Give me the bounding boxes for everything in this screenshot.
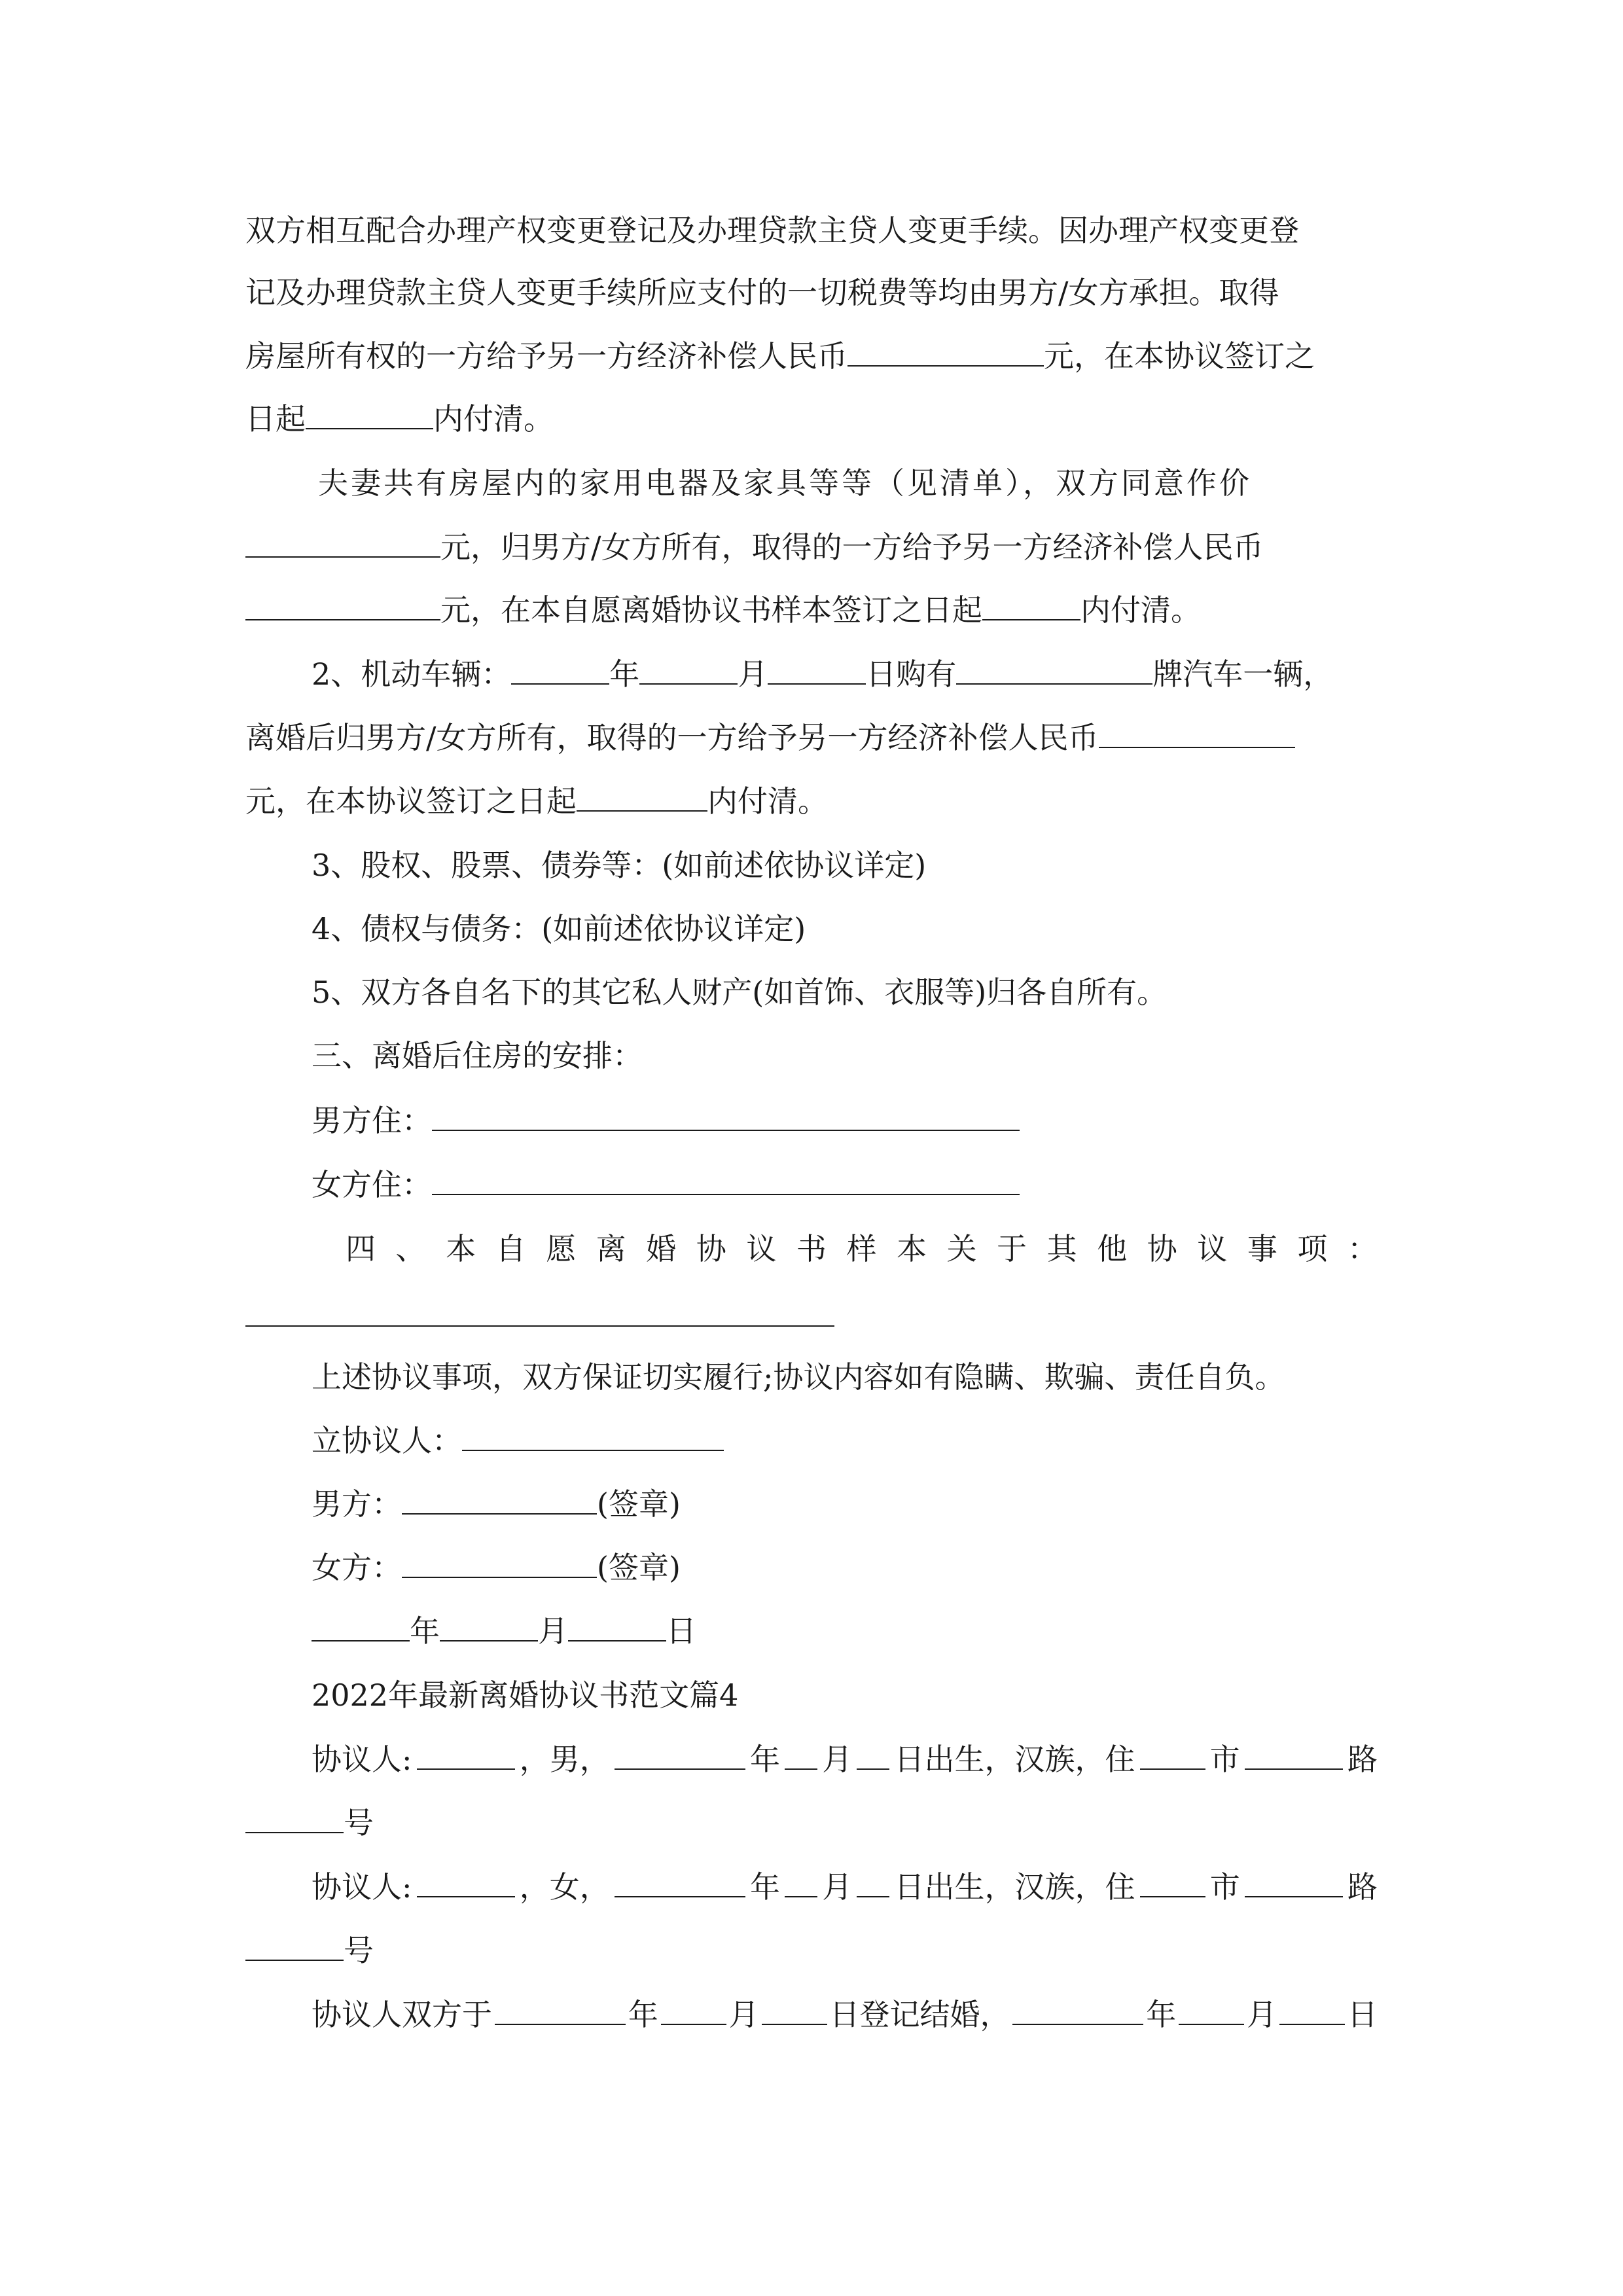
text-segment: 2、机动车辆： [312,656,512,692]
text-line: 3、股权、股票、债券等：(如前述依协议详定) [312,848,927,883]
fill-blank [432,1165,1020,1195]
text-segment: 日出生，汉族，住 [894,1869,1135,1905]
paragraph-line [312,1357,1378,1397]
date-line [312,1611,1378,1651]
fill-blank [402,1484,597,1515]
field-label: 立协议人： [312,1423,462,1458]
field-label: 女方： [312,1550,402,1585]
heading-char: 本 [446,1231,476,1266]
field-label: 男方住： [312,1103,432,1138]
heading-char: 其 [1046,1231,1077,1266]
text-segment: 号 [344,1805,374,1840]
text-segment: 月 [1247,1997,1277,2032]
heading-char: 愿 [546,1231,577,1266]
text-segment: ，男， [519,1742,610,1777]
heading-char: 协 [1147,1231,1177,1266]
fill-blank [417,1867,515,1897]
form-line [312,1101,1378,1140]
text-segment: 内付清。 [433,401,554,437]
seal-label: (签章) [597,1550,681,1585]
paragraph-line [245,273,1378,312]
text-segment: 年 [628,1997,658,2032]
text-segment: 日出生，汉族，住 [894,1742,1135,1777]
heading-char: 他 [1097,1231,1128,1266]
text-segment: ，女， [519,1869,610,1905]
text-segment: 市 [1209,1742,1240,1777]
text-segment: 内付清。 [1080,592,1201,628]
date-month: 月 [538,1613,568,1649]
heading-char: 协 [696,1231,726,1266]
text-segment: 元，在本协议签订之日起 [245,783,577,819]
fill-blank [1012,1995,1143,2025]
fill-blank [1140,1740,1205,1770]
paragraph-line [245,336,1378,376]
fill-blank [857,1740,889,1770]
fill-blank [577,781,707,812]
paragraph-line [245,528,1378,567]
text-segment: 路 [1347,1742,1378,1777]
paragraph-line [312,1995,1378,2034]
text-segment: 年 [750,1869,780,1905]
fill-blank [847,336,1044,367]
text-segment: 月 [822,1742,853,1777]
text-segment: 内付清。 [707,783,828,819]
party-line [245,1931,1378,1970]
fill-blank [982,590,1080,620]
heading-char: 、 [395,1231,426,1266]
fill-blank [440,1611,538,1641]
fill-blank [495,1995,626,2025]
heading-char: 四 [346,1231,376,1266]
text-line: 记及办理贷款主贷人变更手续所应支付的一切税费等均由男方/女方承担。取得 [245,275,1279,310]
paragraph-line [245,718,1378,757]
heading-char: 议 [746,1231,777,1266]
heading-char: 样 [846,1231,877,1266]
fill-blank [1245,1740,1343,1770]
party-line [245,1803,1378,1842]
date-day: 日 [666,1613,696,1649]
paragraph-line [245,211,1378,250]
fill-blank [568,1611,666,1641]
field-label: 男方： [312,1486,402,1522]
heading-text: 2022年最新离婚协议书范文篇4 [312,1677,739,1713]
field-label: 协议人: [312,1742,412,1777]
section-heading [346,1229,1378,1268]
text-segment: 号 [344,1933,374,1968]
heading-char: 于 [997,1231,1027,1266]
fill-blank [245,1931,344,1961]
text-line: 上述协议事项，双方保证切实履行;协议内容如有隐瞒、欺骗、责任自负。 [312,1359,1285,1395]
text-segment: 月 [738,656,768,692]
fill-blank [956,655,1152,685]
text-segment: 月 [822,1869,853,1905]
fill-blank [306,399,433,429]
text-segment: 协议人双方于 [312,1997,492,2032]
text-segment: 年 [1146,1997,1177,2032]
text-segment: 元，在本协议签订之 [1044,338,1315,374]
fill-blank [785,1867,817,1897]
fill-blank [312,1611,410,1641]
list-item [312,909,1378,948]
list-item [312,846,1378,885]
text-segment: 月 [728,1997,759,2032]
fill-blank [245,1803,344,1833]
date-year: 年 [410,1613,440,1649]
text-segment: 离婚后归男方/女方所有，取得的一方给予另一方经济补偿人民币 [245,720,1099,755]
text-segment: 牌汽车一辆， [1152,656,1334,692]
party-line [312,1867,1378,1907]
fill-blank [768,655,866,685]
seal-label: (签章) [597,1486,681,1522]
text-segment: 日起 [245,401,306,437]
fill-blank [417,1740,515,1770]
text-segment: 年 [609,656,640,692]
text-line: 4、债权与债务：(如前述依协议详定) [312,911,806,946]
fill-blank [639,655,738,685]
text-segment: 元，归男方/女方所有，取得的一方给予另一方经济补偿人民币 [440,529,1264,565]
text-line: 三、离婚后住房的安排： [312,1038,643,1073]
fill-blank [661,1995,726,2025]
text-line: 夫妻共有房屋内的家用电器及家具等等（见清单），双方同意作价 [318,465,1252,501]
fill-blank [615,1740,745,1770]
heading-char: 关 [946,1231,977,1266]
heading-char: 本 [897,1231,927,1266]
fill-blank [245,590,440,620]
text-line: 5、双方各自名下的其它私人财产(如首饰、衣服等)归各自所有。 [312,975,1168,1010]
fill-blank [402,1548,597,1578]
text-segment: 日登记结婚， [829,1997,1010,2032]
field-label: 女方住： [312,1167,432,1202]
form-line [312,1484,1378,1524]
form-line [312,1165,1378,1204]
heading-char: 离 [596,1231,626,1266]
fill-blank [1279,1995,1345,2025]
fill-blank [615,1867,745,1897]
fill-blank [245,528,440,558]
fill-blank [1245,1867,1343,1897]
text-segment: 路 [1347,1869,1378,1905]
fill-blank [462,1421,724,1451]
paragraph-line [245,590,1378,630]
heading-char: 议 [1197,1231,1228,1266]
fill-blank [1179,1995,1244,2025]
heading-char: ： [1347,1231,1378,1266]
document-heading [312,1676,1378,1715]
fill-blank [762,1995,827,2025]
fill-blank [432,1101,1020,1131]
fill-blank [1099,718,1295,748]
list-item [312,973,1378,1012]
form-line [312,1421,1378,1460]
text-segment: 日购有 [866,656,957,692]
heading-char: 婚 [646,1231,677,1266]
text-segment: 年 [750,1742,780,1777]
paragraph-line [245,781,1378,821]
text-segment: 房屋所有权的一方给予另一方经济补偿人民币 [245,338,847,374]
paragraph-line [245,399,1378,439]
text-line: 双方相互配合办理产权变更登记及办理贷款主贷人变更手续。因办理产权变更登 [245,213,1299,248]
fill-blank [511,655,609,685]
heading-char: 事 [1247,1231,1277,1266]
field-label: 协议人: [312,1869,412,1905]
fill-blank [1140,1867,1205,1897]
fill-blank [785,1740,817,1770]
text-segment: 日 [1347,1997,1378,2032]
text-segment: 市 [1209,1869,1240,1905]
fill-blank [245,1325,834,1327]
paragraph-line [312,655,1378,694]
party-line [312,1740,1378,1779]
fill-blank [857,1867,889,1897]
section-heading [312,1036,1378,1075]
heading-char: 书 [796,1231,827,1266]
text-segment: 元，在本自愿离婚协议书样本签订之日起 [440,592,982,628]
heading-char: 项 [1297,1231,1328,1266]
heading-char: 自 [495,1231,526,1266]
form-line [312,1548,1378,1587]
paragraph-line [318,463,1450,503]
